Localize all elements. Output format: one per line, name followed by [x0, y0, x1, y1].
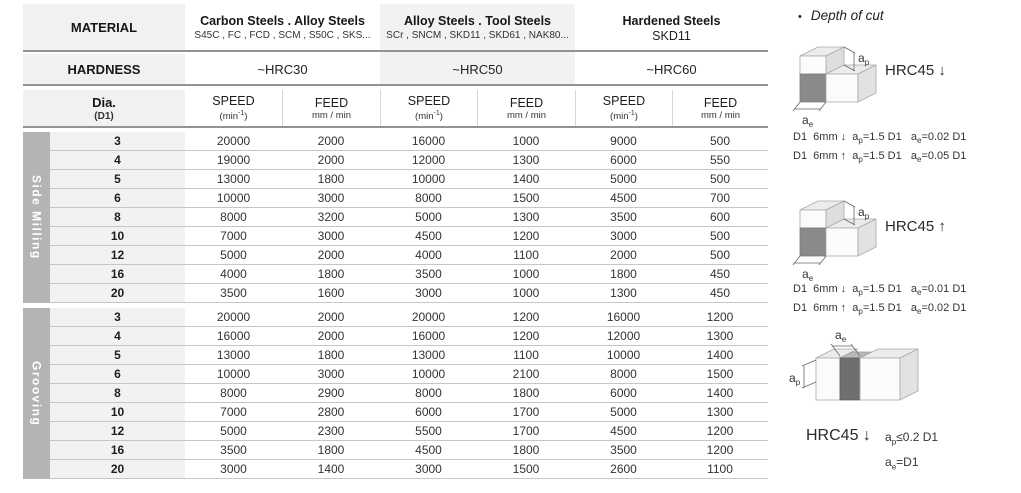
dia-cell: 20	[50, 460, 185, 479]
feed-unit: mm / min	[506, 109, 547, 121]
group-name: Carbon Steels . Alloy Steels	[200, 14, 365, 28]
hardness-value: ~HRC50	[452, 61, 503, 77]
ae-condition: $a_e=D1$	[885, 455, 919, 472]
hrc-condition-label: HRC45 ↓	[806, 427, 871, 444]
feed-column-header	[672, 90, 768, 126]
value-cell: 500	[672, 227, 768, 246]
value-cell: 600	[672, 208, 768, 227]
value-cell: 4500	[380, 441, 477, 460]
value-cell: 450	[672, 265, 768, 284]
value-cell: 20000	[185, 308, 282, 327]
value-cell: 1800	[575, 265, 672, 284]
value-cell: 16000	[380, 327, 477, 346]
value-cell: 4000	[380, 246, 477, 265]
value-cell: 1200	[477, 227, 575, 246]
value-cell: 2000	[282, 151, 380, 170]
value-cell: 3500	[575, 208, 672, 227]
hardness-label: HARDNESS	[23, 54, 185, 84]
dia-cell: 20	[50, 284, 185, 303]
value-cell: 3000	[380, 460, 477, 479]
value-cell: 2900	[282, 384, 380, 403]
speed-label: SPEED	[407, 93, 451, 108]
feed-unit: mm / min	[311, 109, 352, 121]
value-cell: 1300	[672, 403, 768, 422]
divider	[23, 84, 768, 86]
value-cell: 1000	[477, 284, 575, 303]
dia-cell: 16	[50, 441, 185, 460]
value-cell: 5000	[575, 403, 672, 422]
value-cell: 5000	[380, 208, 477, 227]
value-cell: 700	[672, 189, 768, 208]
value-cell: 10000	[185, 189, 282, 208]
value-cell: 1600	[282, 284, 380, 303]
value-cell: 5000	[185, 246, 282, 265]
hrc-condition-label: HRC45 ↑	[885, 218, 946, 235]
divider	[23, 126, 768, 128]
material-group-hardened-steels	[575, 4, 768, 50]
value-cell: 2100	[477, 365, 575, 384]
value-cell: 3200	[282, 208, 380, 227]
value-cell: 1200	[477, 327, 575, 346]
group-name: Alloy Steels . Tool Steels	[403, 14, 552, 28]
value-cell: 1300	[575, 284, 672, 303]
side-milling-depth-diagram-1	[792, 26, 884, 128]
value-cell: 8000	[380, 384, 477, 403]
value-cell: 500	[672, 246, 768, 265]
speed-column-header	[380, 90, 477, 126]
value-cell: 1400	[477, 170, 575, 189]
dia-cell: 10	[50, 403, 185, 422]
value-cell: 3500	[380, 265, 477, 284]
value-cell: 1800	[477, 384, 575, 403]
depth-of-cut-title-text: Depth of cut	[810, 8, 884, 23]
svg-text:ae: $a_e$	[835, 328, 847, 344]
value-cell: 10000	[380, 365, 477, 384]
value-cell: 2000	[282, 246, 380, 265]
value-cell: 1500	[477, 460, 575, 479]
material-label: MATERIAL	[23, 4, 185, 50]
feed-label: FEED	[509, 95, 544, 110]
value-cell: 16000	[380, 132, 477, 151]
value-cell: 13000	[380, 346, 477, 365]
value-cell: 1300	[477, 151, 575, 170]
dia-cell: 10	[50, 227, 185, 246]
value-cell: 1800	[477, 441, 575, 460]
divider	[23, 50, 768, 52]
value-cell: 19000	[185, 151, 282, 170]
dia-cell: 8	[50, 384, 185, 403]
speed-label: SPEED	[602, 93, 646, 108]
depth-note: D1 6mm ↑ $a_p=1.5$ D1 $a_e=0.02$ D1	[793, 302, 967, 317]
value-cell: 1000	[477, 265, 575, 284]
group-grades: SKD11	[652, 29, 691, 43]
value-cell: 10000	[575, 346, 672, 365]
dia-cell: 3	[50, 132, 185, 151]
value-cell: 4500	[575, 422, 672, 441]
value-cell: 9000	[575, 132, 672, 151]
value-cell: 4500	[380, 227, 477, 246]
value-cell: 1800	[282, 441, 380, 460]
value-cell: 8000	[575, 365, 672, 384]
value-cell: 500	[672, 132, 768, 151]
value-cell: 3000	[282, 227, 380, 246]
value-cell: 8000	[185, 384, 282, 403]
value-cell: 1700	[477, 403, 575, 422]
value-cell: 1300	[672, 327, 768, 346]
hrc-condition-label: HRC45 ↓	[885, 62, 946, 79]
svg-text:ae: $a_e$	[802, 113, 814, 128]
speed-column-header	[575, 90, 672, 126]
dia-cell: 6	[50, 189, 185, 208]
value-cell: 6000	[575, 384, 672, 403]
value-cell: 8000	[185, 208, 282, 227]
group-grades: SCr , SNCM , SKD11 , SKD61 , NAK80...	[386, 30, 569, 41]
group-name: Hardened Steels	[622, 14, 721, 28]
dia-cell: 3	[50, 308, 185, 327]
material-group-alloy-tool-steels	[380, 4, 575, 50]
value-cell: 1200	[672, 422, 768, 441]
material-group-carbon-steels	[185, 4, 380, 50]
value-cell: 5000	[185, 422, 282, 441]
dia-cell: 12	[50, 422, 185, 441]
dia-cell: 4	[50, 151, 185, 170]
value-cell: 2300	[282, 422, 380, 441]
value-cell: 1800	[282, 170, 380, 189]
value-cell: 1200	[672, 308, 768, 327]
value-cell: 12000	[380, 151, 477, 170]
group-grades: S45C , FC , FCD , SCM , S50C , SKS...	[194, 30, 371, 41]
value-cell: 3000	[282, 365, 380, 384]
value-cell: 6000	[380, 403, 477, 422]
svg-text:ap: $a_p$	[858, 51, 870, 67]
feed-column-header	[477, 90, 575, 126]
svg-text:ae: $a_e$	[802, 267, 814, 282]
value-cell: 3500	[185, 441, 282, 460]
value-cell: 10000	[185, 365, 282, 384]
dia-cell: 4	[50, 327, 185, 346]
value-cell: 20000	[185, 132, 282, 151]
value-cell: 2600	[575, 460, 672, 479]
value-cell: 13000	[185, 346, 282, 365]
value-cell: 2000	[282, 308, 380, 327]
value-cell: 3000	[575, 227, 672, 246]
value-cell: 1500	[477, 189, 575, 208]
value-cell: 1200	[672, 441, 768, 460]
value-cell: 1800	[282, 346, 380, 365]
value-cell: 1200	[477, 308, 575, 327]
depth-of-cut-panel	[788, 0, 1021, 493]
value-cell: 1400	[672, 346, 768, 365]
feed-unit: mm / min	[700, 109, 741, 121]
dia-cell: 6	[50, 365, 185, 384]
value-cell: 500	[672, 170, 768, 189]
value-cell: 1400	[672, 384, 768, 403]
hardness-value: ~HRC60	[646, 61, 697, 77]
value-cell: 450	[672, 284, 768, 303]
value-cell: 7000	[185, 227, 282, 246]
section-label-side-milling: Side Milling	[23, 132, 50, 303]
cutting-table-grid	[23, 4, 768, 479]
bullet-icon: •	[798, 11, 802, 23]
value-cell: 2000	[575, 246, 672, 265]
dia-label: Dia.	[92, 94, 116, 110]
svg-text:ap: $a_p$	[789, 371, 801, 387]
value-cell: 1500	[672, 365, 768, 384]
value-cell: 1800	[282, 265, 380, 284]
dia-header	[23, 90, 185, 126]
value-cell: 16000	[575, 308, 672, 327]
dia-cell: 5	[50, 170, 185, 189]
value-cell: 7000	[185, 403, 282, 422]
section-label-grooving: Grooving	[23, 308, 50, 479]
grooving-depth-diagram	[788, 322, 922, 422]
depth-note: D1 6mm ↓ $a_p=1.5$ D1 $a_e=0.01$ D1	[793, 283, 967, 298]
dia-cell: 12	[50, 246, 185, 265]
side-milling-depth-diagram-2	[792, 180, 884, 282]
value-cell: 1000	[477, 132, 575, 151]
value-cell: 1100	[477, 346, 575, 365]
feed-column-header	[282, 90, 380, 126]
value-cell: 550	[672, 151, 768, 170]
speed-unit: $(\min^{-1})$	[219, 109, 248, 123]
dia-sublabel: (D1)	[94, 110, 114, 122]
value-cell: 3500	[575, 441, 672, 460]
value-cell: 3000	[380, 284, 477, 303]
ap-condition: $a_p\le 0.2$ D1	[885, 430, 939, 447]
value-cell: 3000	[282, 189, 380, 208]
value-cell: 2000	[282, 132, 380, 151]
value-cell: 4500	[575, 189, 672, 208]
value-cell: 1400	[282, 460, 380, 479]
value-cell: 5500	[380, 422, 477, 441]
value-cell: 10000	[380, 170, 477, 189]
value-cell: 8000	[380, 189, 477, 208]
value-cell: 6000	[575, 151, 672, 170]
speed-column-header	[185, 90, 282, 126]
dia-cell: 16	[50, 265, 185, 284]
hardness-value: ~HRC30	[257, 61, 308, 77]
value-cell: 13000	[185, 170, 282, 189]
value-cell: 2000	[282, 327, 380, 346]
dia-cell: 8	[50, 208, 185, 227]
speed-unit: $(\min^{-1})$	[415, 109, 443, 123]
value-cell: 5000	[575, 170, 672, 189]
feed-label: FEED	[314, 95, 349, 110]
speed-label: SPEED	[212, 93, 255, 108]
value-cell: 12000	[575, 327, 672, 346]
value-cell: 2800	[282, 403, 380, 422]
depth-of-cut-title	[798, 8, 884, 23]
value-cell: 1100	[672, 460, 768, 479]
value-cell: 16000	[185, 327, 282, 346]
value-cell: 4000	[185, 265, 282, 284]
value-cell: 1100	[477, 246, 575, 265]
depth-note: D1 6mm ↓ $a_p=1.5$ D1 $a_e=0.02$ D1	[793, 131, 967, 146]
depth-note: D1 6mm ↑ $a_p=1.5$ D1 $a_e=0.05$ D1	[793, 150, 967, 165]
feed-label: FEED	[703, 95, 738, 110]
value-cell: 1700	[477, 422, 575, 441]
value-cell: 3000	[185, 460, 282, 479]
svg-text:ap: $a_p$	[858, 205, 870, 221]
dia-cell: 5	[50, 346, 185, 365]
value-cell: 3500	[185, 284, 282, 303]
value-cell: 20000	[380, 308, 477, 327]
speed-unit: $(\min^{-1})$	[610, 109, 638, 123]
value-cell: 1300	[477, 208, 575, 227]
